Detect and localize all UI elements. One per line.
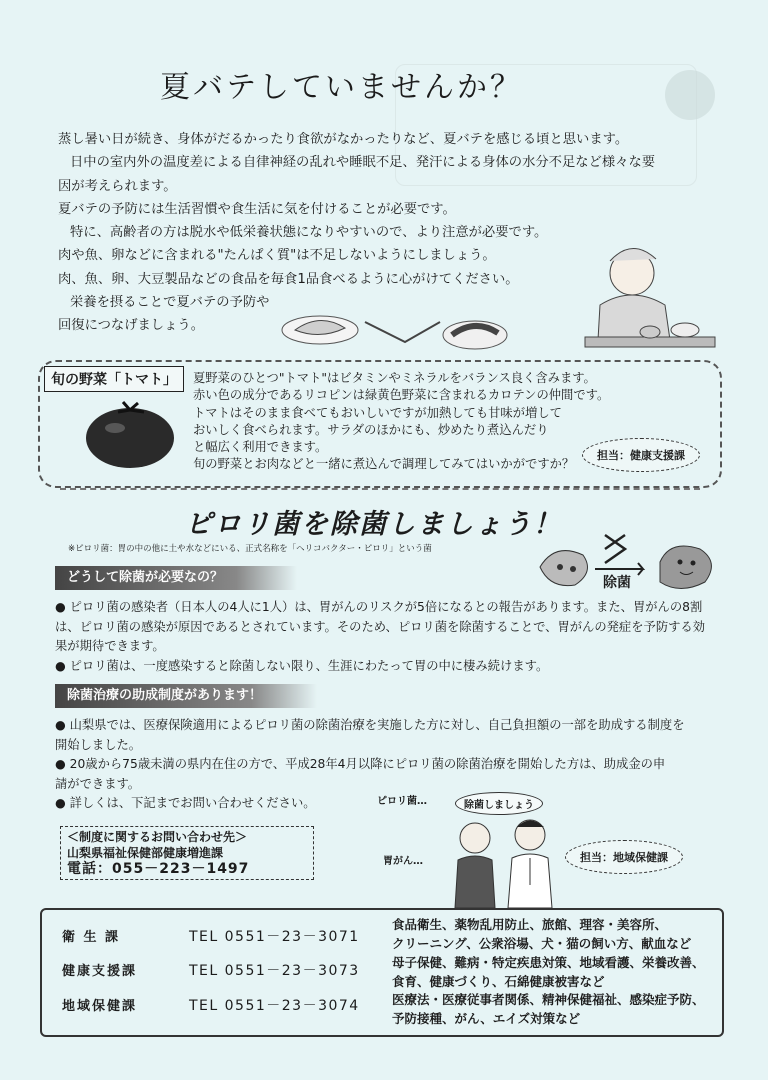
subsidy-text xyxy=(55,716,685,814)
intro-line: 回復につなげましょう。 xyxy=(58,318,204,334)
department-duties xyxy=(392,991,705,1028)
food-illustration xyxy=(280,300,510,360)
removal-label: 除菌 xyxy=(603,575,631,591)
why-removal-heading: どうして除菌が必要なの？ xyxy=(55,566,297,590)
intro-line: 日中の室内外の温度差による自律神経の乱れや睡眠不足、発汗による身体の水分不足など様々な要 xyxy=(70,155,656,171)
inquiry-organization: 山梨県福祉保健部健康増進課 xyxy=(67,846,224,860)
section2-line: ● 山梨県では、医療保険適用によるピロリ菌の除菌治療を実施した方に対し、自己負担額の一部を助成する制度を xyxy=(55,718,685,732)
department-name: 健康支援課 xyxy=(62,964,138,979)
duty-line: 医療法・医療従事者関係、精神保健福祉、感染症予防、 xyxy=(392,992,705,1007)
pylori-footnote: ※ピロリ菌：胃の中の他に土や水などにいる、正式名称を「ヘリコバクター・ピロリ」という菌 xyxy=(68,544,432,554)
section1-line: ● ピロリ菌の感染者（日本人の4人に1人）は、胃がんのリスクが5倍になるとの報告があります。また、胃がんの8割 xyxy=(55,600,703,614)
bleed-through-badge xyxy=(665,70,715,120)
department-phone[interactable]: TEL 0551－23－3073 xyxy=(189,963,360,979)
section1-line: は、ピロリ菌の感染が原因であるとされています。そのため、ピロリ菌を除菌することで、胃がんの発症を予防する効 xyxy=(55,619,706,634)
veg-line: 赤い色の成分であるリコピンは緑黄色野菜に含まれるカロテンの仲間です。 xyxy=(193,388,610,403)
veg-line: おいしく食べられます。サラダのほかにも、炒めたり煮込んだり xyxy=(193,422,549,437)
veg-line: トマトはそのまま食べてもおいしいですが加熱しても甘味が増して xyxy=(193,405,562,420)
pylori-title: ピロリ菌を除菌しましょう！ xyxy=(185,509,562,540)
section2-line: ● 20歳から75歳未満の県内在住の方で、平成28年4月以降にピロリ菌の除菌治療を開始した方は、助成金の申 xyxy=(55,757,666,771)
department-name: 地域保健課 xyxy=(62,999,138,1014)
intro-line: 因が考えられます。 xyxy=(58,178,177,194)
intro-line: 夏バテの予防には生活習慣や食生活に気を付けることが必要です。 xyxy=(58,201,456,217)
regional-health-contact-badge: 担当：地域保健課 xyxy=(565,840,683,874)
duty-line: 母子保健、難病・特定疾患対策、地域看護、栄養改善、 xyxy=(392,955,705,970)
inquiry-phone[interactable]: 電話：055－223－1497 xyxy=(67,861,250,877)
intro-line: 栄養を摂ることで夏バテの予防や xyxy=(70,295,270,311)
department-duties xyxy=(392,916,691,953)
tomato-description xyxy=(193,370,609,474)
health-support-contact-badge: 担当：健康支援課 xyxy=(582,438,700,472)
section2-line: 開始しました。 xyxy=(55,737,142,752)
why-removal-text xyxy=(55,598,705,676)
department-duties xyxy=(392,954,705,991)
section2-line: ● 詳しくは、下記までお問い合わせください。 xyxy=(55,796,316,810)
page-title: 夏バテしていませんか？ xyxy=(160,70,523,105)
pylori-speech: ピロリ菌… xyxy=(377,796,427,807)
intro-line: 肉や魚、卵などに含まれる"たんぱく質"は不足しないようにしましょう。 xyxy=(58,248,496,264)
section1-line: ● ピロリ菌は、一度感染すると除菌しない限り、生涯にわたって胃の中に棲み続けます。 xyxy=(55,658,549,673)
inquiry-title: ＜制度に関するお問い合わせ先＞ xyxy=(67,830,248,844)
department-phone[interactable]: TEL 0551－23－3071 xyxy=(189,929,360,945)
elderly-person-eating-icon xyxy=(570,235,720,360)
duty-line: 食育、健康づくり、石綿健康被害など xyxy=(392,973,605,989)
section2-line: 請ができます。 xyxy=(55,776,141,791)
department-name: 衛 生 課 xyxy=(62,930,121,945)
seasonal-vegetable-tag: 旬の野菜「トマト」 xyxy=(44,366,184,392)
tomato-icon xyxy=(80,400,180,470)
duty-line: 予防接種、がん、エイズ対策など xyxy=(392,1010,581,1026)
cancer-speech: 胃がん… xyxy=(383,856,423,867)
section1-line: 果が期待できます。 xyxy=(55,639,165,653)
inquiry-box xyxy=(60,826,314,880)
veg-line: 旬の野菜とお肉などと一緒に煮込んで調理してみてはいかがですか？ xyxy=(193,457,575,472)
veg-line: 夏野菜のひとつ"トマト"はビタミンやミネラルをバランス良く含みます。 xyxy=(193,371,596,385)
section-divider xyxy=(60,488,700,490)
duty-line: クリーニング、公衆浴場、犬・猫の飼い方、献血など xyxy=(392,935,692,951)
department-phone[interactable]: TEL 0551－23－3074 xyxy=(189,998,360,1014)
intro-line: 特に、高齢者の方は脱水や低栄養状態になりやすいので、より注意が必要です。 xyxy=(70,225,548,241)
department-contact-table xyxy=(40,908,724,1037)
subsidy-heading: 除菌治療の助成制度があります！ xyxy=(55,684,317,708)
veg-line: と幅広く利用できます。 xyxy=(193,440,328,455)
intro-line: 蒸し暑い日が続き、身体がだるかったり食欲がなかったりなど、夏バテを感じる頃と思います。 xyxy=(58,132,629,147)
doctor-speech: 除菌しましょう xyxy=(455,792,543,815)
duty-line: 食品衛生、薬物乱用防止、旅館、理容・美容所、 xyxy=(392,917,668,932)
intro-line: 肉、魚、卵、大豆製品などの食品を毎食1品食べるように心がけてください。 xyxy=(58,271,519,287)
